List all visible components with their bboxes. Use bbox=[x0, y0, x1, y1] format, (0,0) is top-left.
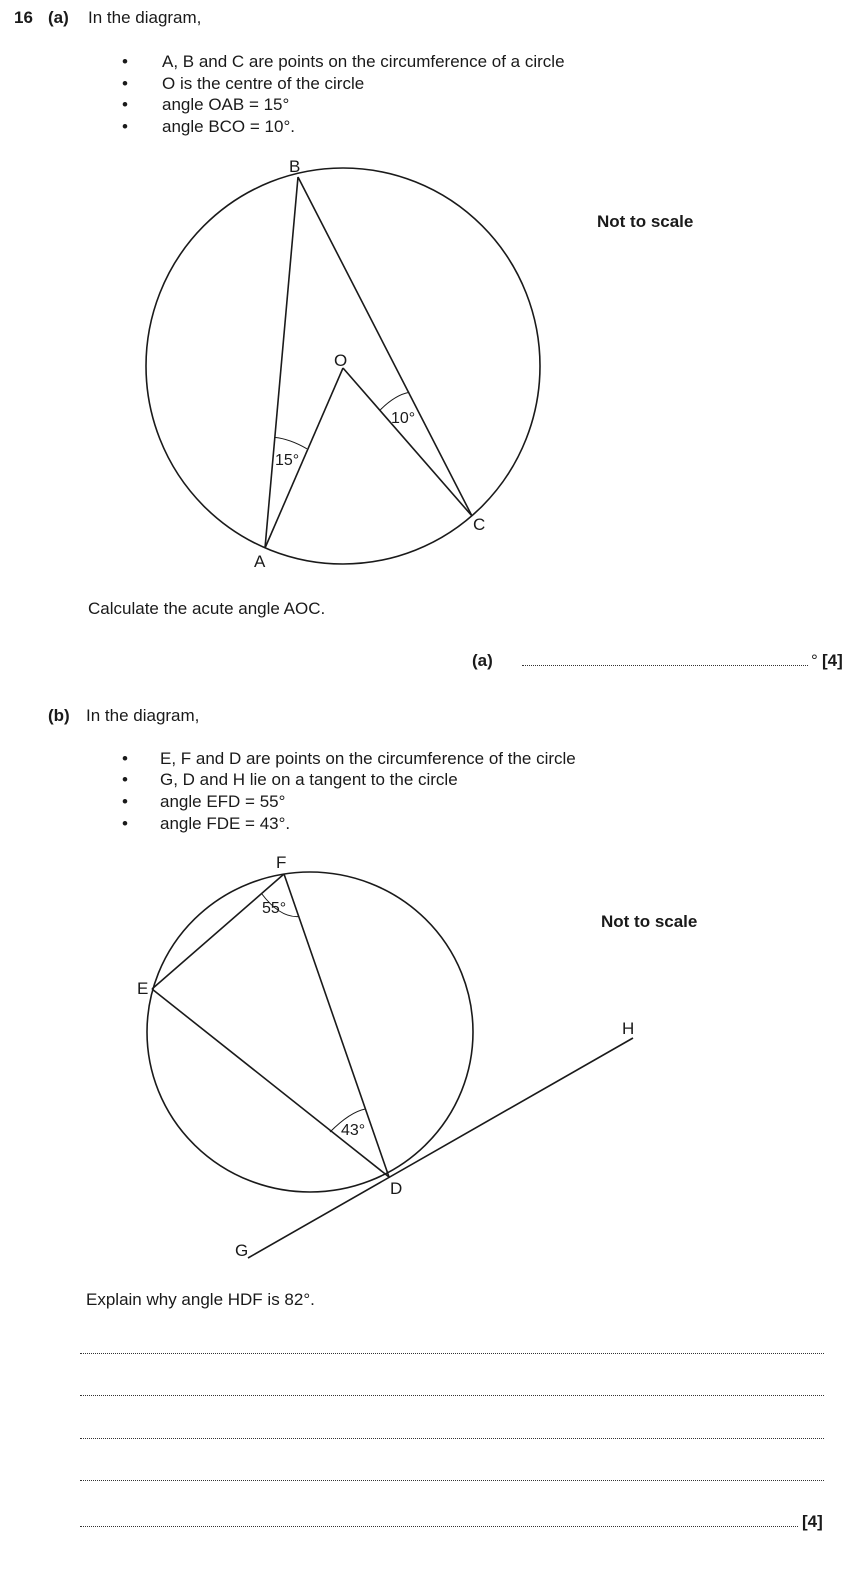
not-to-scale-a: Not to scale bbox=[597, 212, 694, 231]
angle-arc-bco bbox=[380, 392, 410, 410]
part-b-label: (b) bbox=[48, 706, 70, 725]
question-number: 16 bbox=[14, 8, 33, 27]
chord-fd bbox=[284, 874, 389, 1177]
answer-b-line[interactable] bbox=[80, 1353, 824, 1354]
part-b-marks: [4] bbox=[802, 1512, 823, 1531]
part-b-instruction: Explain why angle HDF is 82°. bbox=[86, 1290, 315, 1309]
angle-oab-label: 15° bbox=[275, 452, 300, 469]
answer-a-unit: ° bbox=[811, 651, 818, 670]
part-a-label: (a) bbox=[48, 8, 69, 27]
bullet-dot-icon: • bbox=[122, 749, 128, 768]
answer-b-line[interactable] bbox=[80, 1438, 824, 1439]
bullet-dot-icon: • bbox=[122, 117, 128, 136]
chord-fe bbox=[152, 874, 287, 989]
circle-outline bbox=[147, 872, 473, 1192]
point-e-label: E bbox=[137, 979, 149, 998]
part-a-bullet: A, B and C are points on the circumference of a circle bbox=[162, 52, 565, 71]
not-to-scale-b: Not to scale bbox=[601, 912, 698, 931]
tangent-gh bbox=[248, 1038, 633, 1258]
part-a-bullet: angle OAB = 15° bbox=[162, 95, 290, 114]
part-b-bullet: angle EFD = 55° bbox=[160, 792, 286, 811]
point-g-label: G bbox=[235, 1241, 249, 1260]
angle-fde-label: 43° bbox=[341, 1122, 366, 1139]
angle-bco-label: 10° bbox=[391, 410, 416, 427]
bullet-dot-icon: • bbox=[122, 770, 128, 789]
point-c-label: C bbox=[473, 515, 486, 534]
part-b-bullet: angle FDE = 43°. bbox=[160, 814, 291, 833]
circle-diagram-b bbox=[0, 840, 868, 1280]
part-a-bullet: angle BCO = 10°. bbox=[162, 117, 295, 136]
bullet-dot-icon: • bbox=[122, 95, 128, 114]
point-b-label: B bbox=[289, 157, 301, 176]
answer-a-label: (a) bbox=[472, 651, 493, 670]
answer-a-line[interactable] bbox=[522, 665, 808, 666]
point-d-label: D bbox=[390, 1179, 403, 1198]
part-a-instruction: Calculate the acute angle AOC. bbox=[88, 599, 326, 618]
bullet-dot-icon: • bbox=[122, 792, 128, 811]
point-h-label: H bbox=[622, 1019, 635, 1038]
bullet-dot-icon: • bbox=[122, 74, 128, 93]
answer-b-line[interactable] bbox=[80, 1480, 824, 1481]
part-b-intro: In the diagram, bbox=[86, 706, 200, 725]
answer-b-line[interactable] bbox=[80, 1526, 798, 1527]
point-a-label: A bbox=[254, 552, 266, 571]
angle-arc-oab bbox=[275, 437, 307, 448]
part-a-intro: In the diagram, bbox=[88, 8, 202, 27]
circle-diagram-a bbox=[0, 0, 868, 600]
part-b-bullet: G, D and H lie on a tangent to the circle bbox=[160, 770, 458, 789]
chord-ab bbox=[265, 177, 298, 548]
part-a-marks: [4] bbox=[822, 651, 843, 670]
answer-b-line[interactable] bbox=[80, 1395, 824, 1396]
bullet-dot-icon: • bbox=[122, 52, 128, 71]
angle-efd-label: 55° bbox=[262, 900, 287, 917]
point-o-label: O bbox=[334, 351, 348, 370]
part-b-bullet: E, F and D are points on the circumference of the circle bbox=[160, 749, 576, 768]
chord-ed bbox=[152, 989, 389, 1177]
chord-bc bbox=[298, 177, 472, 516]
bullet-dot-icon: • bbox=[122, 814, 128, 833]
part-a-bullet: O is the centre of the circle bbox=[162, 74, 365, 93]
point-f-label: F bbox=[276, 853, 287, 872]
